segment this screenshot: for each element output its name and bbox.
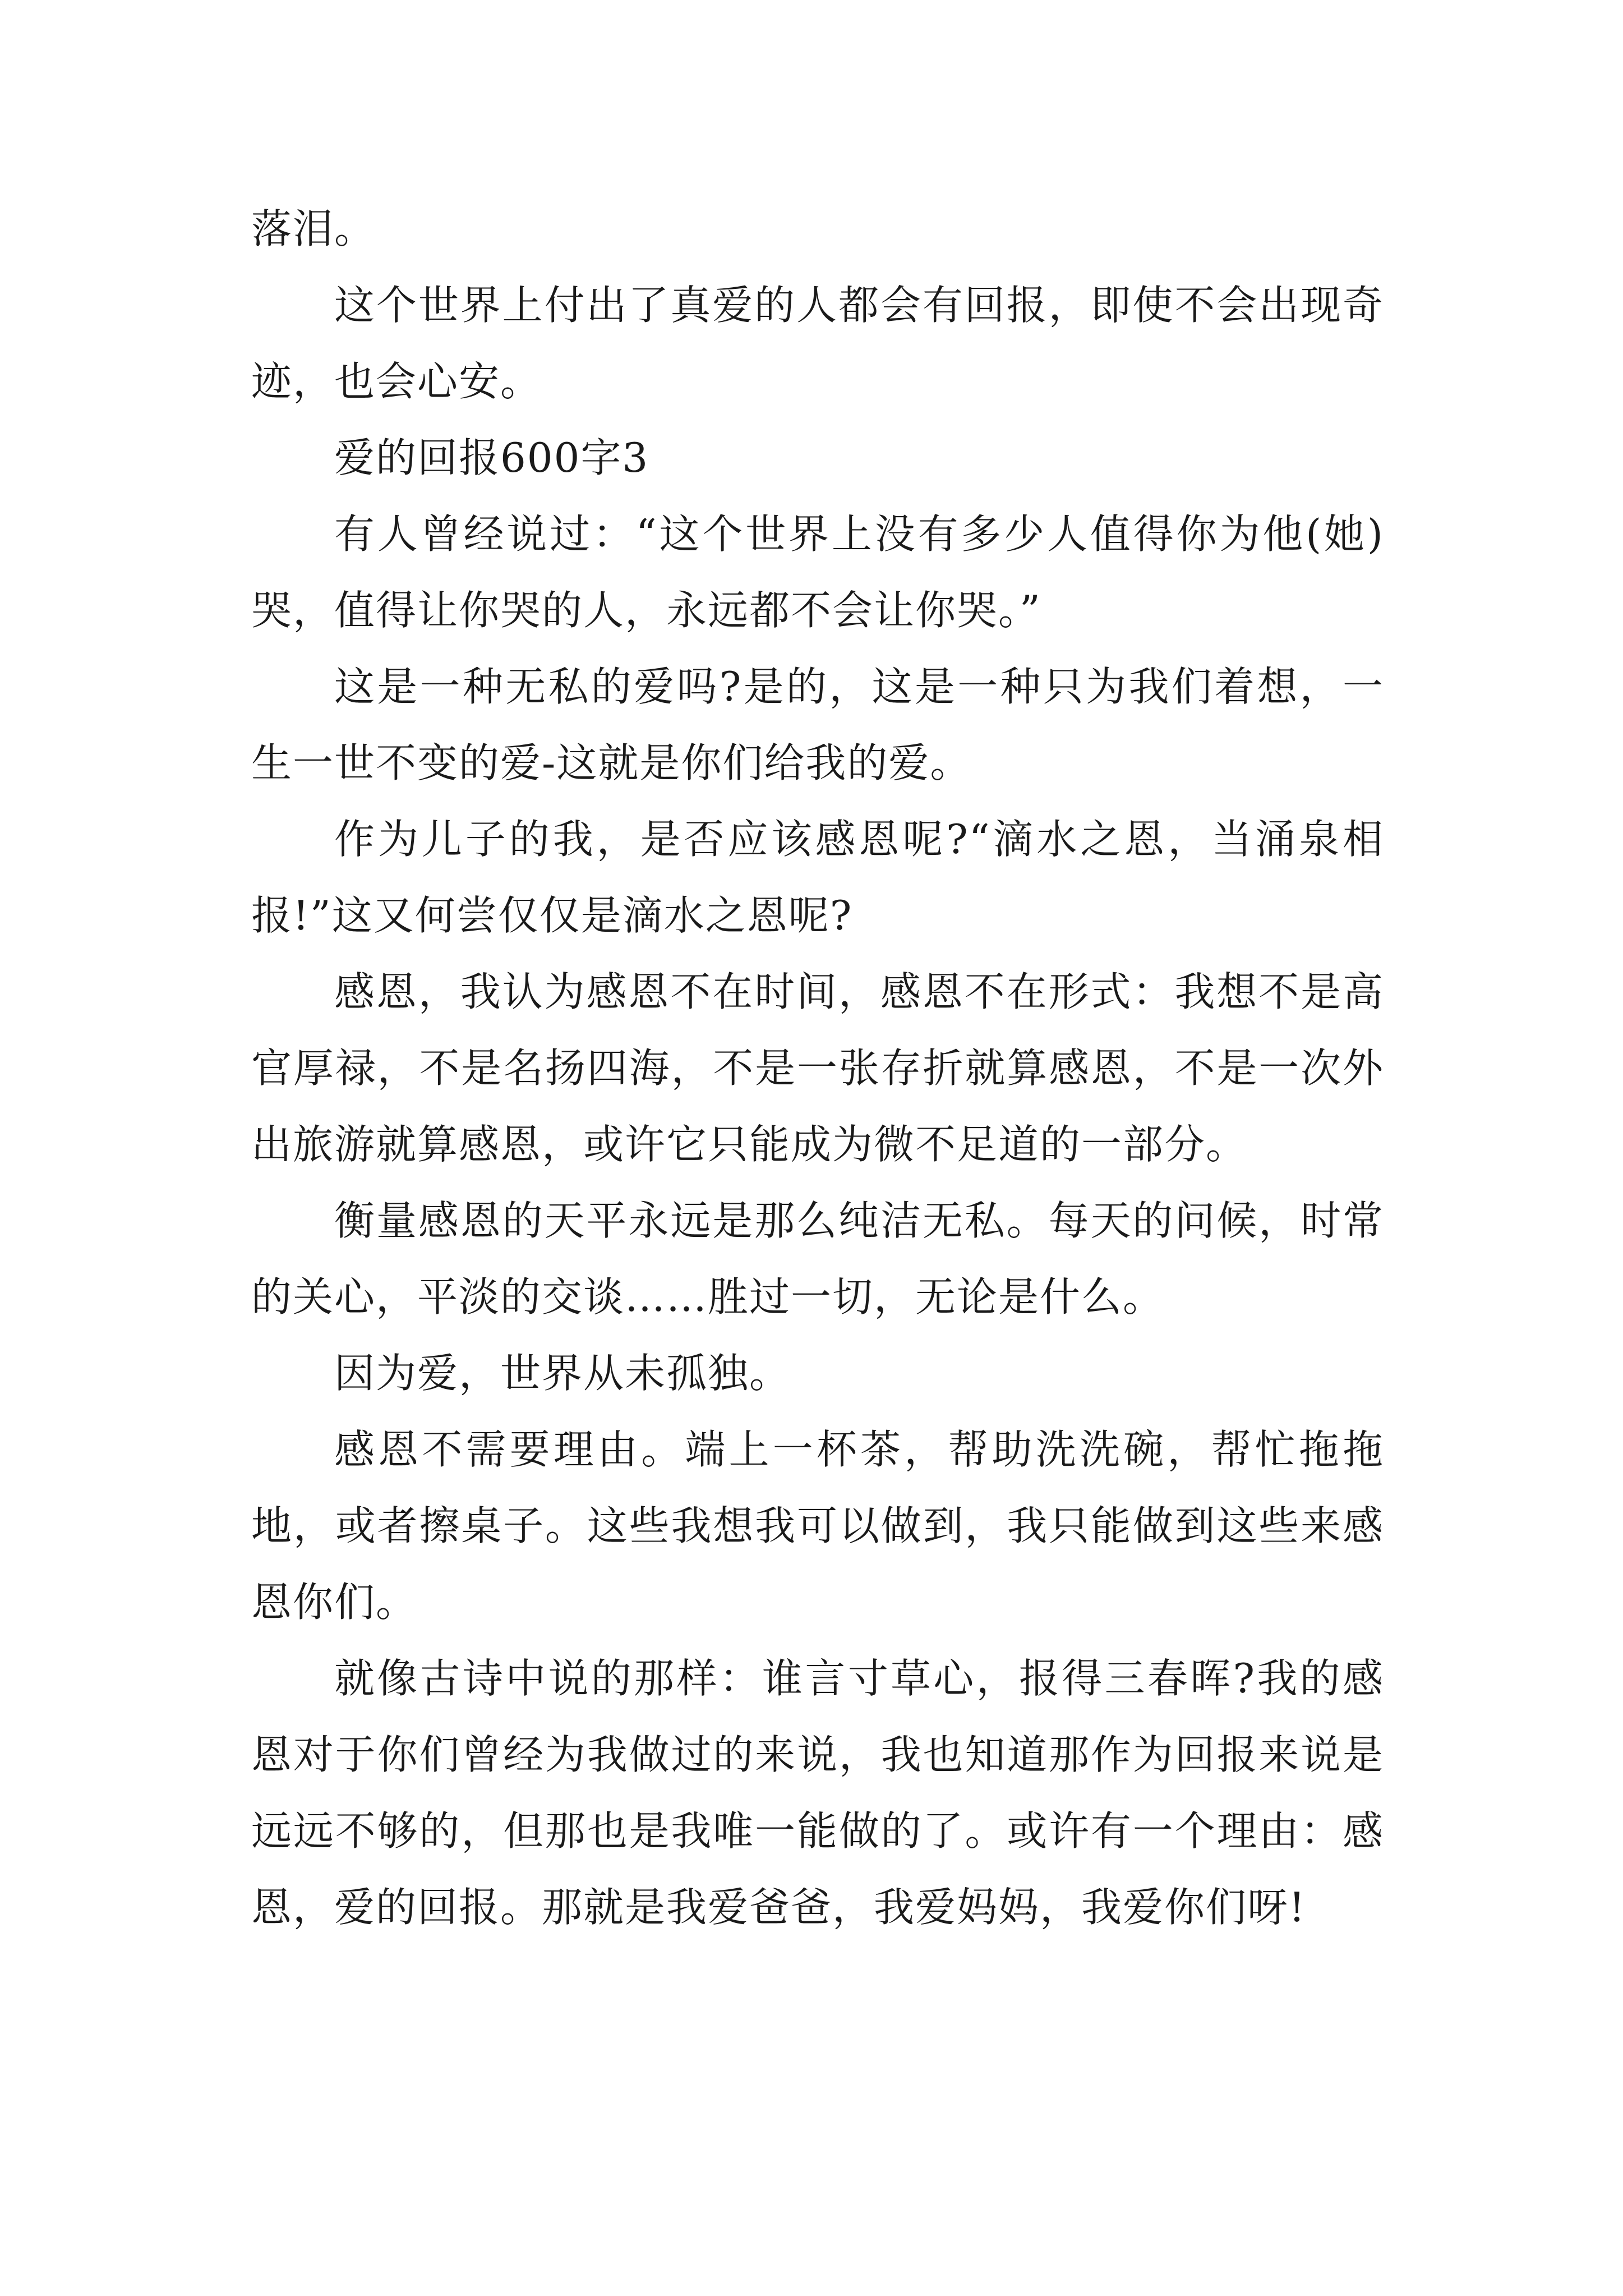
paragraph-1: 落泪。 <box>251 205 376 252</box>
paragraph-6: 感恩，我认为感恩不在时间，感恩不在形式：我想不是高官厚禄，不是名扬四海，不是一张存折就算感恩，不是一次外出旅游就算感恩，或许它只能成为微不足道的一部分。 <box>251 968 1384 1168</box>
paragraph-9: 感恩不需要理由。端上一杯茶，帮助洗洗碗，帮忙拖拖地，或者擦桌子。这些我想我可以做到，我只能做到这些来感恩你们。 <box>251 1426 1384 1626</box>
paragraph-4: 这是一种无私的爱吗?是的，这是一种只为我们着想，一生一世不变的爱-这就是你们给我的爱。 <box>251 663 1384 786</box>
document-body <box>251 191 1384 1945</box>
paragraph-7: 衡量感恩的天平永远是那么纯洁无私。每天的问候，时常的关心，平淡的交谈……胜过一切，无论是什么。 <box>251 1197 1384 1320</box>
paragraph-10: 就像古诗中说的那样：谁言寸草心，报得三春晖?我的感恩对于你们曾经为我做过的来说，我也知道那作为回报来说是远远不够的，但那也是我唯一能做的了。或许有一个理由：感恩，爱的回报。那就是我爱爸爸，我爱妈妈，我爱你们呀! <box>251 1655 1384 1931</box>
paragraph-3: 有人曾经说过：“这个世界上没有多少人值得你为他(她)哭，值得让你哭的人，永远都不会让你哭。” <box>251 510 1384 634</box>
paragraph-5: 作为儿子的我，是否应该感恩呢?“滴水之恩，当涌泉相报!”这又何尝仅仅是滴水之恩呢? <box>251 816 1384 939</box>
paragraph-8: 因为爱，世界从未孤独。 <box>334 1350 791 1397</box>
section-heading: 爱的回报600字3 <box>334 434 649 481</box>
paragraph-2: 这个世界上付出了真爱的人都会有回报，即使不会出现奇迹，也会心安。 <box>251 282 1384 405</box>
